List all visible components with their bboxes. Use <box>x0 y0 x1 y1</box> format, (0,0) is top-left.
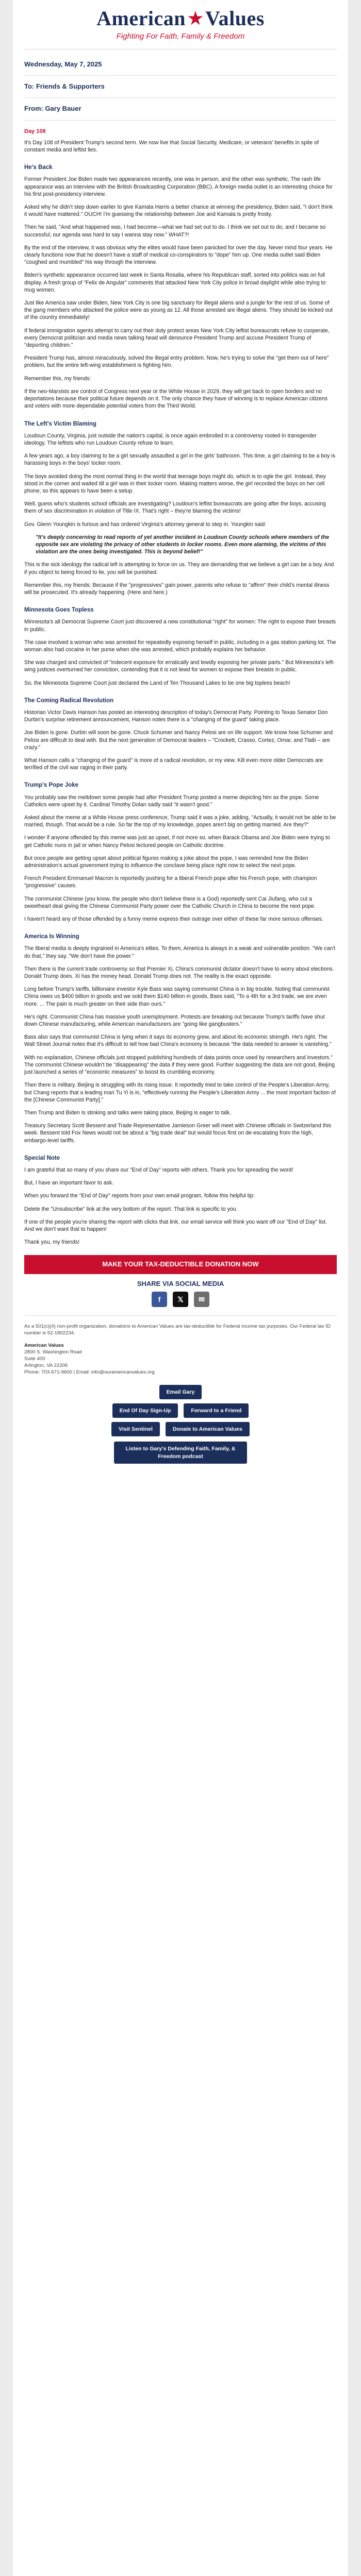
paragraph: Joe Biden is gone. Durbin will soon be gone. Chuck Schumer and Nancy Pelosi are on life support. We know how Schumer and Pelosi are difficult to deal with. But the next generation of Democrat leaders – "Crockett, Crasso, Cortez, Omar, and Tlaib – are crazy." <box>24 730 333 751</box>
star-icon <box>188 11 203 26</box>
divider <box>24 75 337 76</box>
paragraph: Gov. Glenn Youngkin is furious and has ordered Virginia's attorney general to step in. Youngkin said: <box>24 521 267 528</box>
to-line: To: Friends & Supporters <box>24 82 105 91</box>
paragraph: Loudoun County, Virginia, just outside the nation's capital, is once again embroiled in a controversy rooted in transgender ideology. The leftists who run Loudoun County refuse to learn. <box>24 432 317 446</box>
paragraph: When you forward the "End of Day" reports from your own email program, follow this helpful tip: <box>24 1193 255 1199</box>
paragraph: Biden's synthetic appearance occurred last week in Santa Rosalia, where his Republican staff, sorted into politics was on full display. A fresh group of "Felix de Angular" comments that attacked New York City police in broad daylight while also trying to mug women. <box>24 272 326 293</box>
footer-org: American Values <box>24 1342 64 1348</box>
footer-address-2: Suite 400 <box>24 1355 45 1362</box>
paragraph: Remember this, my friends: <box>24 375 91 382</box>
paragraph: President Trump has, almost miraculously, solved the illegal entry problem. Now, he's trying to solve the "get them out of here" problem, but the entire left-wing establishment is fighting him. <box>24 355 329 369</box>
date: Wednesday, May 7, 2025 <box>24 60 102 68</box>
paragraph: If one of the people you're sharing the report with clicks that link, our email service will think you want off our "End of Day" list. And we don't want that to happen! <box>24 1218 327 1232</box>
section-heading: The Coming Radical Revolution <box>24 697 114 704</box>
podcast-button[interactable]: Listen to Gary's Defending Faith, Family, & Freedom podcast <box>114 1442 247 1463</box>
header <box>13 0 348 44</box>
section-heading: Special Note <box>24 1155 60 1161</box>
divider <box>24 97 337 98</box>
facebook-icon[interactable]: f <box>152 1292 167 1307</box>
paragraph: I haven't heard any of those offended by a funny meme express their outrage over either of these far more serious offenses. <box>24 916 323 923</box>
email-page <box>13 0 348 2576</box>
section-heading: America Is Winning <box>24 934 79 940</box>
brand-name-left: American <box>96 7 186 30</box>
paragraph: This is the sick ideology the radical left is attempting to force on us. They are demanding that we believe a girl can be a boy. And if you object to being forced to lie, you will be punished. <box>24 562 334 575</box>
brand-name-right: Values <box>205 7 265 30</box>
footer-address-3: Arlington, VA 22206 <box>24 1362 68 1368</box>
paragraph: Bass also says that communist China is lying when it says its economy grew, and about its economic strength. He's right. The Wall Street Journal notes that it's difficult to tell how bad China's economy is because "the data needed to answer is vanishing." <box>24 1034 332 1048</box>
paragraph: If the neo-Marxists are control of Congress next year or the White House in 2029, they will get back to open borders and no deportations because their political future depends on it. The only chance they have of winning is to replace American citizens and voters with more dependable potential voters from the Third World. <box>24 388 328 410</box>
donate-footer-button[interactable]: Donate to American Values <box>166 1422 250 1436</box>
paragraph: French President Emmanuel Macron is reportedly pushing for a liberal French pope after his French pope, with champion "progressive" causes. <box>24 875 317 889</box>
email-gary-button[interactable]: Email Gary <box>159 1385 202 1399</box>
share-heading: SHARE VIA SOCIAL MEDIA <box>137 1279 224 1287</box>
paragraph: It's Day 108 of President Trump's second term. We now live that Social Security, Medicare, or veterans' benefits in spite of constant media and leftist lies. <box>24 139 319 154</box>
paragraph: I wonder if anyone offended by this meme was just as upset, if not more so, when Barack Obama and Joe Biden were trying to get Catholic nuns in jail or when Nancy Pelosi lectured people on Catholic doctrine. <box>24 835 330 849</box>
paragraph: But once people are getting upset about political figures making a joke about the pope, I was reminded how the Biden administration's actual government trying to influence the conclave being place right now to select the next pope. <box>24 855 308 869</box>
visit-button[interactable]: Visit Sentinel <box>111 1422 160 1436</box>
tagline: Fighting For Faith, Family & Freedom <box>116 32 245 41</box>
paragraph: What Hanson calls a "changing of the guard" is more of a radical revolution, or my view. Kill even more older Democrats are terrified of the civil war raging in their party. <box>24 757 323 771</box>
paragraph: Then he said, "And what happened was, I had become—what we had set out to do. I think we set out to do, and I became so successful, our agenda was hard to say I wanna stay now." WHAT?! <box>24 224 326 238</box>
paragraph: She was charged and convicted of "indecent exposure for erratically and lewdly exposing her private parts." But Minnesota's left-wing justices overturned her conviction, contending that it is not lewd for women to expose their breasts in public. <box>24 659 335 673</box>
paragraph: So, the Minnesota Supreme Court just declared the Land of Ten Thousand Lakes to be one big topless beach! <box>24 680 290 686</box>
day-count: Day 108 <box>24 128 46 134</box>
paragraph: Just like America saw under Biden, New York City is one big sanctuary for illegal aliens and a jungle for the rest of us. Some of the gang members who attacked the police were as young as 12. All those arrested are illegal aliens. They should be kicked out of the country immediately! <box>24 300 333 321</box>
brand-logo <box>13 7 348 30</box>
footer-contact: Phone: 703-671-9600 | Email: info@ouramericanvalues.org <box>24 1369 155 1375</box>
paragraph: If federal immigration agents attempt to carry out their duty protect areas New York City leftist bureaucrats refuse to cooperate, every Democrat politician and media news talking head will denounce President Trump and accuse President Trump of "deporting children." <box>24 327 330 349</box>
email-body <box>13 55 348 1464</box>
divider <box>24 120 337 121</box>
paragraph: Well, guess who's students school officials are investigating? Loudoun's leftist bureaucrats are going after the boys, accusing them of sex discrimination in violation of Title IX. That's right – they're blaming the victims! <box>24 501 326 515</box>
paragraph: Treasury Secretary Scott Bessent and Trade Representative Jamieson Greer will meet with Chinese officials in Switzerland this week. Bessent told Fox News would not be about a "big trade deal" but would focus first on de-escalating from the high, embargo-level tariffs. <box>24 1123 332 1144</box>
paragraph: Long before Trump's tariffs, billionaire investor Kyle Bass was saying communist China is in big trouble. Noting that communist China owes us $400 billion in goods and we sold them $140 billion in goods, Bass said, "To a 4th for a 3rd trade, we are even more. ... The pain is much greater on their side than ours." <box>24 986 330 1007</box>
section-heading: Trump's Pope Joke <box>24 782 78 789</box>
footer <box>24 1323 337 1376</box>
section-heading: Minnesota Goes Topless <box>24 607 94 614</box>
paragraph: A few years ago, a boy claiming to be a girl sexually assaulted a girl in the girls' bathroom. This time, a girl claiming to be a boy is harassing boys in the boys' locker room. <box>24 453 336 467</box>
paragraph: The liberal media is deeply ingrained in America's elites. To them, America is always in a weak and vulnerable position. "We can't do that," they say. "We don't have the power." <box>24 945 336 959</box>
paragraph: With no explanation, Chinese officials just stopped publishing hundreds of data points once used by researchers and investors." The communist Chinese wouldn't be "disappearing" the data if they were good. Further suggesting the data are not good, Beijing just launched a series of "economic measures" to boost its crumbling economy. <box>24 1054 335 1076</box>
quote: "It's deeply concerning to read reports of yet another incident in Loudoun County schools where members of the opposite sex are violating the privacy of other students in locker rooms. Even more alarming, the victims of this violation are the ones being investigated. This is beyond belief!" <box>36 534 330 555</box>
paragraph: Then there is military. Beijing is struggling with its rising issue. It reportedly tried to take control of the People's Liberation Army, but Chang reports that a leading man Tu Yi is in, "effectively running the People's Liberation Army ... the most important faction of the [Chinese Communist Party]." <box>24 1082 336 1103</box>
donate-button[interactable]: MAKE YOUR TAX-DEDUCTIBLE DONATION NOW <box>24 1255 337 1274</box>
section-heading: He's Back <box>24 164 53 171</box>
paragraph: Then there is the current trade controversy so that Premier Xi, China's communist dictator doesn't have to worry about elections. Donald Trump does. Xi has the money head. Donald Trump does not. The reality is the exact opposite. <box>24 965 334 980</box>
paragraph: He's right. Communist China has massive youth unemployment. Protests are breaking out because Trump's tariffs have shut down Chinese manufacturing, while American manufacturers are "going like gangbusters." <box>24 1013 325 1028</box>
footer-address-1: 2800 S. Washington Road <box>24 1349 82 1355</box>
divider <box>24 1315 337 1316</box>
eod-signup-button[interactable]: End Of Day Sign-Up <box>112 1403 178 1418</box>
paragraph: Then Trump and Biden Is stinking and talks were taking place, Beijing is eager to talk. <box>24 1109 232 1116</box>
paragraph: Delete the "Unsubscribe" link at the very bottom of the report. That link is specific to you. <box>24 1206 238 1212</box>
section-heading: The Left's Victim Blaming <box>24 420 96 427</box>
paragraph: Minnesota's all Democrat Supreme Court just discovered a new constitutional "right" for women: The right to expose their breasts in public. <box>24 619 336 633</box>
paragraph: Former President Joe Biden made two appearances recently, one was in person, and the other was synthetic. The rash life appearance was an interview with the British Broadcasting Corporation (BBC). A foreign media outlet is an interesting choice for his first post-presidency interview. <box>24 176 333 197</box>
paragraph: By the end of the interview, it was obvious why the elites would have been panicked for over the day. Never mind four years. He clearly functions now that he doesn't have a staff of medical co-conspirators to "dope" him up. One media outlet said Biden "coughed and mumbled" his way through the interview. <box>24 244 333 266</box>
paragraph: Asked why he didn't step down earlier to give Kamala Harris a better chance at winning the presidency, Biden said, "I don't think it would have mattered." OUCH! I'm guessing the relationship between Joe and Kamala is pretty frosty. <box>24 204 333 218</box>
paragraph: The communist Chinese (you know, the people who don't believe there is a God) reportedly sent Cai Jiufang, who cut a sweetheart deal giving the Chinese Communist Party power over the Catholic Church in China to become the next pope. <box>24 895 316 909</box>
email-share-icon[interactable]: ✉ <box>194 1292 209 1307</box>
tax-note: As a 501(c)(4) non-profit organization, donations to American Values are tax-deductible for Federal income tax purposes. Our Federal tax ID number is 52-1802234. <box>24 1323 331 1336</box>
paragraph: The case involved a woman who was arrested for repeatedly exposing herself in public, including in a gas station parking lot. The woman also had cocaine in her purse when she was arrested, which probably explains her behavior. <box>24 639 336 653</box>
footer-buttons <box>24 1383 337 1464</box>
paragraph: Thank you, my friends! <box>24 1239 80 1246</box>
paragraph: The boys avoided doing the most normal thing in the world that teenage boys might do, which is to ogle the girl. Instead, they stood in the corner and waited till a girl was in their locker room. Making matters worse, the girl recorded the boys on her cell phone, so this appears to have been a setup. <box>24 473 326 494</box>
from-line: From: Gary Bauer <box>24 105 81 113</box>
paragraph: But, I have an important favor to ask. <box>24 1180 114 1187</box>
paragraph: Remember this, my friends: Because if the "progressives" gain power, parents who refuse to "affirm" their child's mental illness will be prosecuted. It's already happening. (Here and here.) <box>24 582 330 596</box>
paragraph: You probably saw the meltdown some people had after President Trump posted a meme depicting him as the pope. Some Catholics were upset by it. Cardinal Timothy Dolan sadly said "it wasn't good." <box>24 794 319 808</box>
paragraph: I am grateful that so many of you share our "End of Day" reports with others. Thank you for spreading the word! <box>24 1166 293 1173</box>
paragraph: Historian Victor Davis Hanson has posted an interesting description of today's Democrat Party. Pointing to Texas Senator Don Durbin's surprise retirement announcement, Hanson notes there is a "changing of the guard" taking place. <box>24 709 328 723</box>
paragraph: Asked about the meme at a White House press conference, Trump said it was a joke, adding, "Actually, it would not be able to be married, though. That would be a rule. So far the top of my knowledge, popes aren't big on getting married. Are they?" <box>24 815 336 828</box>
x-twitter-icon[interactable]: 𝕏 <box>173 1292 188 1307</box>
forward-button[interactable]: Forward to a Friend <box>184 1403 249 1418</box>
social-share <box>24 1292 337 1307</box>
